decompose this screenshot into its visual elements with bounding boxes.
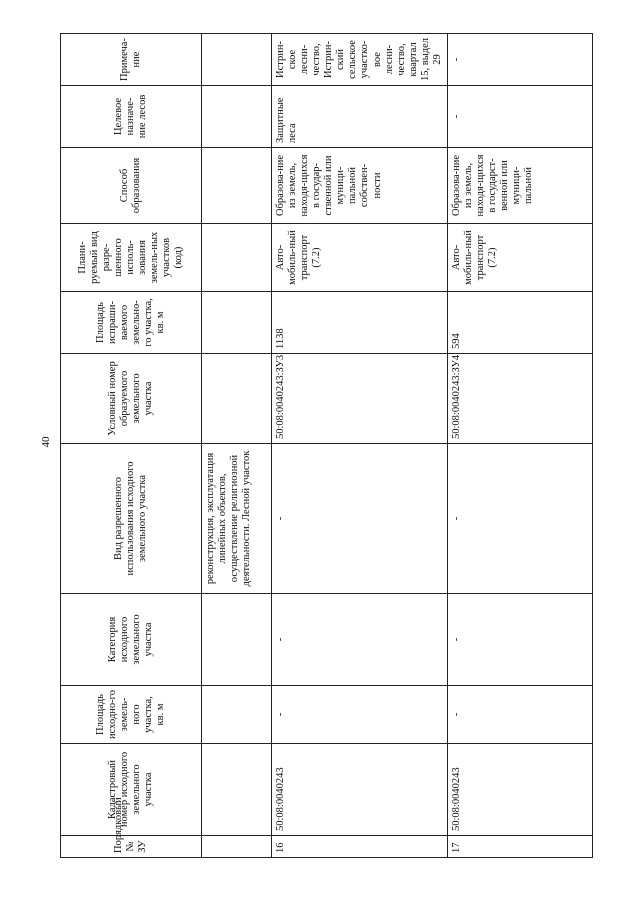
- note: -: [447, 34, 592, 86]
- category: -: [272, 594, 448, 686]
- header-cell: Площадь испраши-ваемого земельно-го участка, кв. м: [61, 292, 202, 354]
- header-cell: Целевое назначе-ние лесов: [61, 86, 202, 148]
- forest-purpose: Защитные леса: [272, 86, 448, 148]
- cadastral-number: 50:08:0040243: [272, 744, 448, 836]
- header-cell: Плани-руемый вид разре-шенного исполь-зования земель-ных участков (код): [61, 224, 202, 292]
- vri-cell: -: [447, 444, 592, 594]
- cadastral-number: 50:08:0040243: [447, 744, 592, 836]
- conditional-number: 50:08:0040243:ЗУ4: [447, 354, 592, 444]
- header-cell: Вид разрешенного использования исходного земельного участка: [61, 444, 202, 594]
- page-number: 40: [40, 436, 52, 448]
- rotated-table-container: [60, 34, 593, 858]
- vri-cell: -: [272, 444, 448, 594]
- requested-area: 1138: [272, 292, 448, 354]
- header-cell: Способ образования: [61, 148, 202, 224]
- formation-method: Образова-ние из земель, находя-щихся в государ-ственной или муници-пальной собствен-ности: [272, 148, 448, 224]
- table-row: [272, 34, 448, 858]
- requested-area: 594: [447, 292, 592, 354]
- note: Истрин-ское лесни-чество, Истрин-ский сельское участко-вое лесни-чество, квартал 15, выдел 29: [272, 34, 448, 86]
- source-area: -: [272, 686, 448, 744]
- vri-cell: реконструкция, эксплуатация линейных объектов, осуществление религиозной деятельности. Лесной участок: [202, 444, 272, 594]
- source-area: -: [447, 686, 592, 744]
- row-number: 16: [272, 836, 448, 858]
- forest-purpose: -: [447, 86, 592, 148]
- header-cell: Примеча-ние: [61, 34, 202, 86]
- planned-vri: Авто-мобиль-ный транспорт (7.2): [272, 224, 448, 292]
- header-cell: Порядковый № ЗУ: [61, 836, 202, 858]
- conditional-number: 50:08:0040243:ЗУ3: [272, 354, 448, 444]
- table-header-row: [61, 34, 202, 858]
- planned-vri: Авто-мобиль-ный транспорт (7.2): [447, 224, 592, 292]
- category: -: [447, 594, 592, 686]
- header-cell: Площадь исходно-го земель-ного участка, кв. м: [61, 686, 202, 744]
- land-plots-table: [60, 33, 593, 858]
- header-cell: Категория исходного земельного участка: [61, 594, 202, 686]
- formation-method: Образова-ние из земель, находя-щихся в государст-венной или муници-пальной: [447, 148, 592, 224]
- header-cell: Условный номер образуемого земельного участка: [61, 354, 202, 444]
- table-row: [202, 34, 272, 858]
- row-number: 17: [447, 836, 592, 858]
- header-cell: Кадастровый номер исходного земельного участка: [61, 744, 202, 836]
- table-row: [447, 34, 592, 858]
